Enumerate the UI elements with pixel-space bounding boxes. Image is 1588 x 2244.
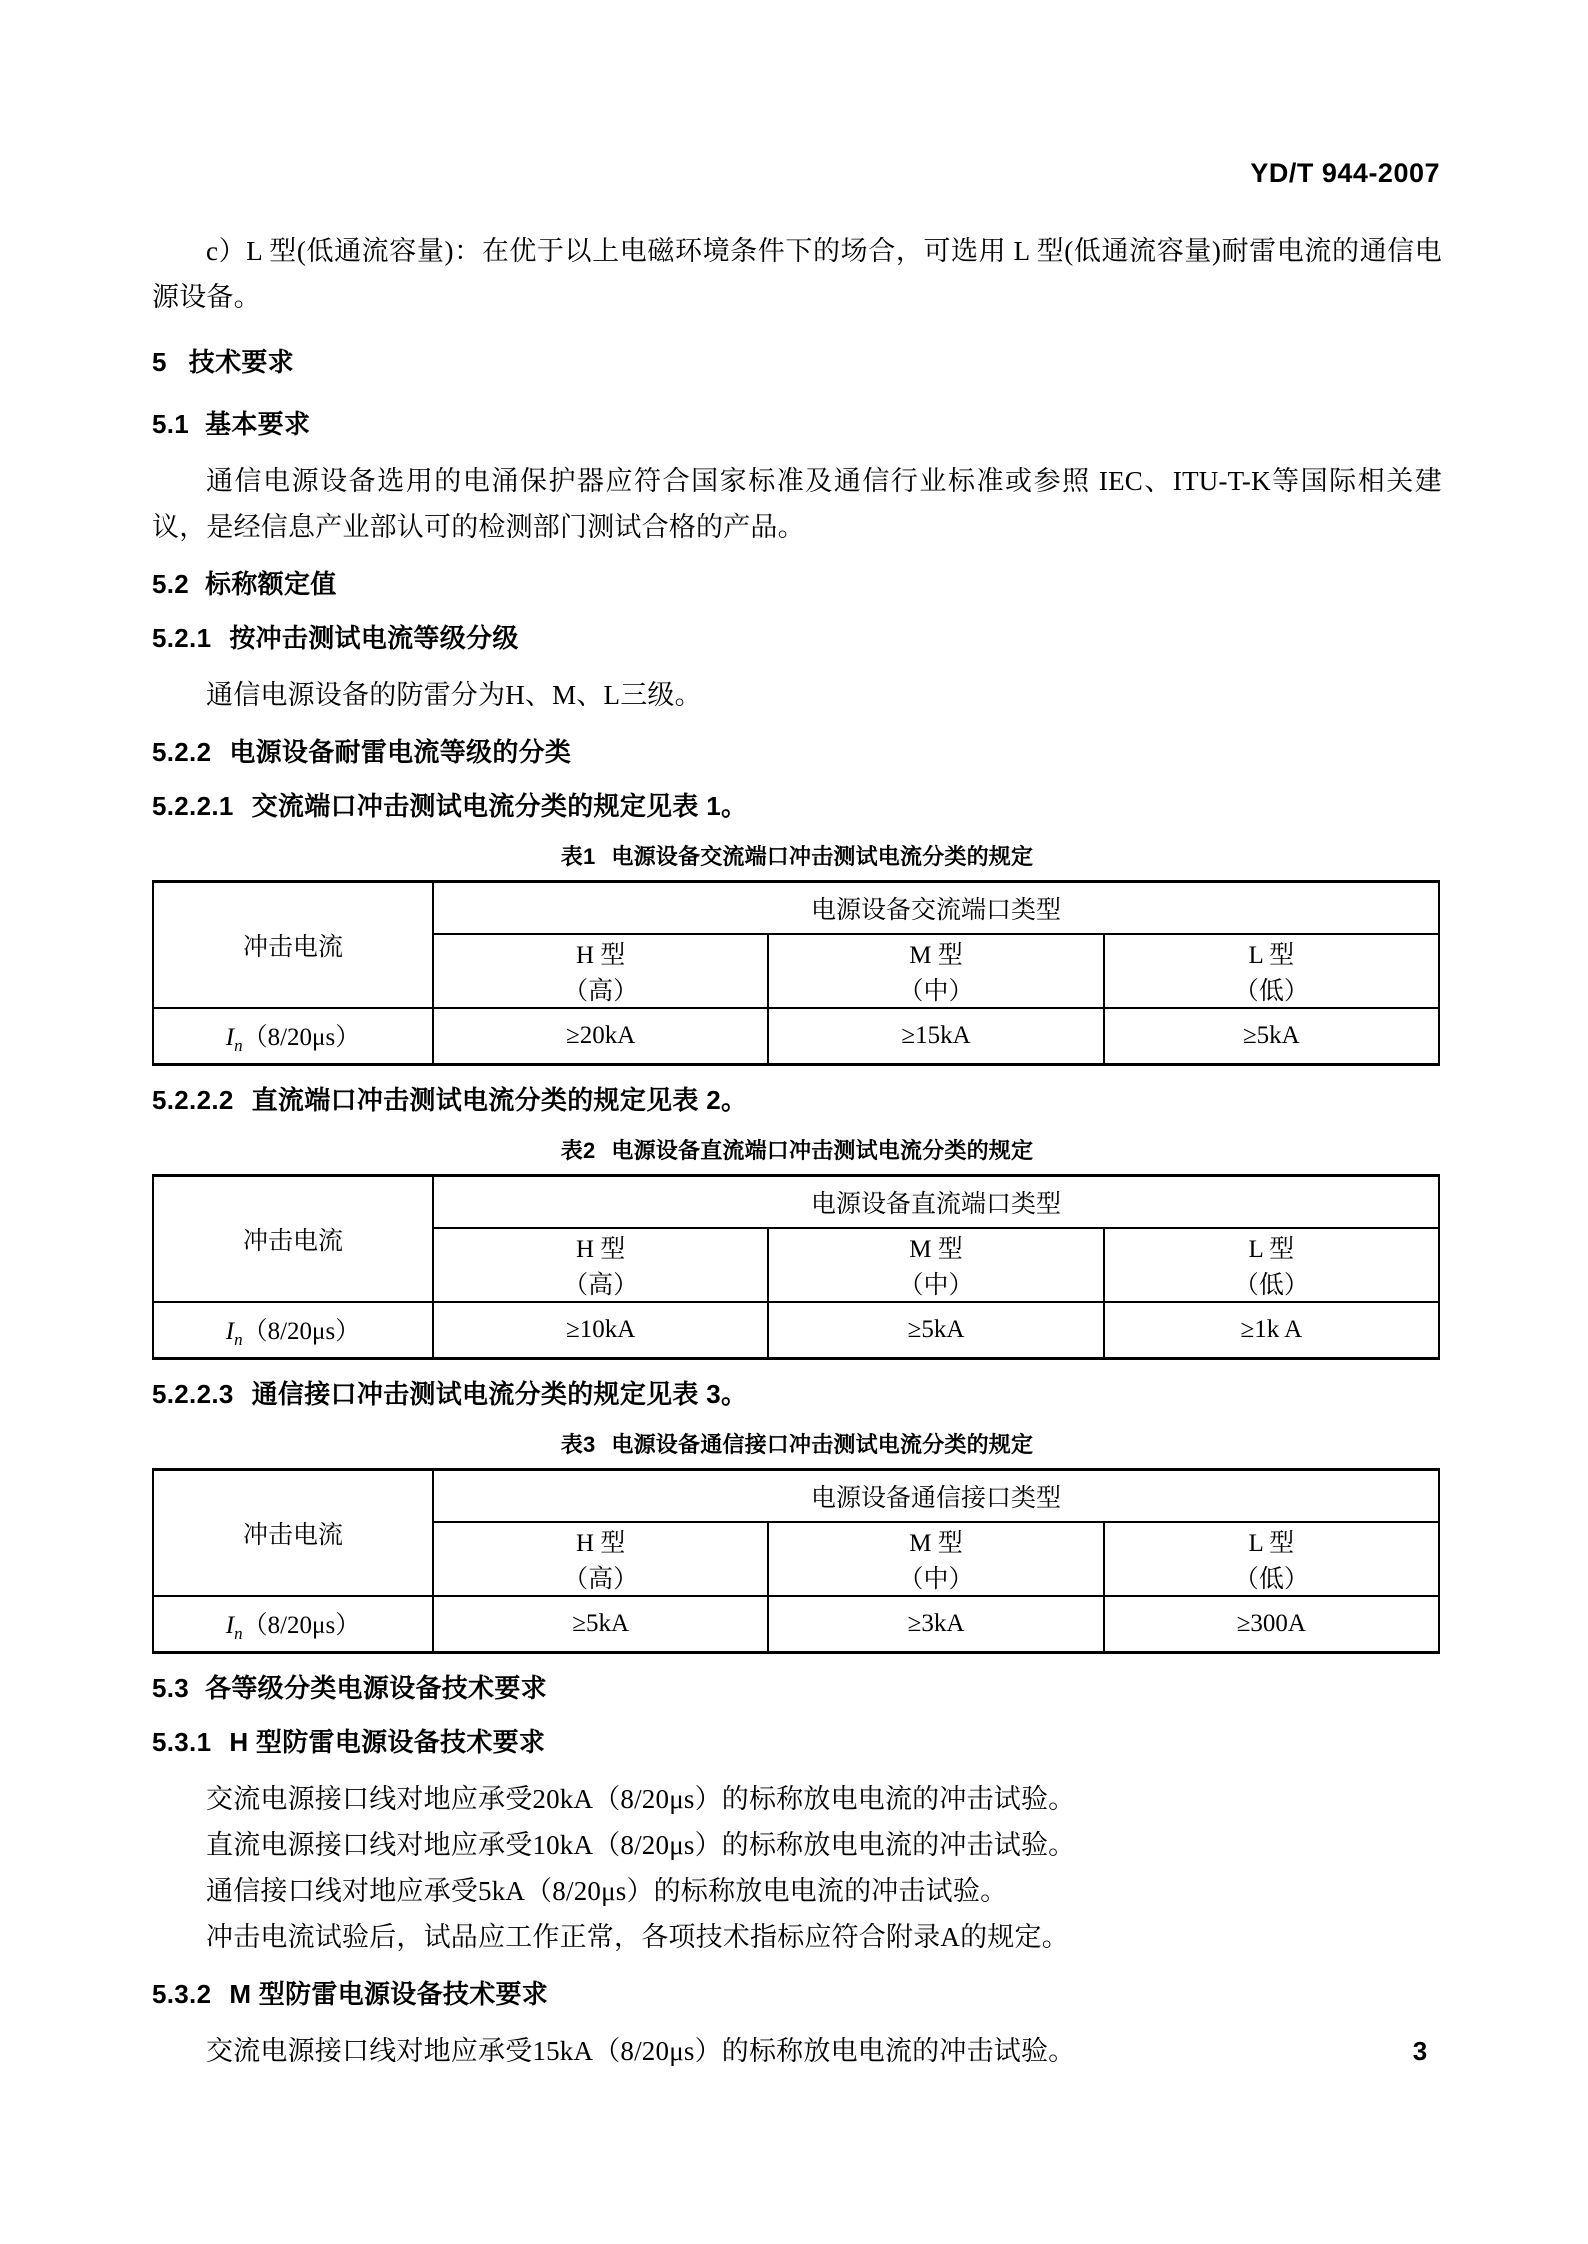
table-1-caption [152, 840, 1442, 874]
table-3-type-l [1104, 1522, 1439, 1596]
table-1 [152, 880, 1440, 1066]
page-header-standard-number: YD/T 944-2007 [1250, 158, 1440, 188]
table-3-value-h: ≥5kA [433, 1596, 768, 1653]
heading-5-1 [152, 404, 1442, 444]
table-1-type-m [768, 934, 1103, 1008]
table-3-type-m [768, 1522, 1103, 1596]
table-2 [152, 1174, 1440, 1360]
table-3-type-h-level: （高） [563, 1566, 639, 1593]
table-2-caption-number: 表2 [560, 1138, 596, 1163]
table-2-current-symbol-cell [153, 1302, 433, 1359]
table-1-type-l [1104, 934, 1439, 1008]
heading-5-2-2-2 [152, 1080, 1442, 1120]
table-2-caption-text: 电源设备直流端口冲击测试电流分类的规定 [611, 1138, 1034, 1163]
table-row [153, 882, 1439, 935]
table-3 [152, 1468, 1440, 1654]
table-row [153, 1596, 1439, 1653]
page-number: 3 [1412, 2036, 1428, 2066]
heading-5-2-2-2-number: 5.2.2.2 [152, 1085, 234, 1115]
table-1-value-l: ≥5kA [1104, 1008, 1439, 1065]
heading-5-1-text: 基本要求 [205, 409, 311, 439]
heading-5-2 [152, 564, 1442, 604]
table-2-value-l: ≥1k A [1104, 1302, 1439, 1359]
heading-5-2-2-1-number: 5.2.2.1 [152, 791, 234, 821]
table-3-current-waveform: （8/20μs） [242, 1611, 361, 1639]
heading-5-text: 技术要求 [188, 347, 294, 377]
table-1-caption-number: 表1 [560, 844, 596, 869]
table-2-row-label-header: 冲击电流 [153, 1176, 433, 1303]
heading-5-2-number: 5.2 [152, 569, 190, 599]
heading-5-2-2-3-number: 5.2.2.3 [152, 1379, 234, 1409]
heading-5-2-1-number: 5.2.1 [152, 623, 212, 653]
paragraph-5-3-1-dc: 直流电源接口线对地应承受10kA（8/20μs）的标称放电电流的冲击试验。 [206, 1830, 1076, 1860]
heading-5-2-2-3-text: 通信接口冲击测试电流分类的规定见表 3。 [251, 1379, 748, 1409]
table-3-value-l: ≥300A [1104, 1596, 1439, 1653]
heading-5-2-2-2-text: 直流端口冲击测试电流分类的规定见表 2。 [251, 1085, 748, 1115]
table-3-row-label-header: 冲击电流 [153, 1470, 433, 1597]
table-3-type-l-name: L 型 [1248, 1530, 1295, 1557]
table-1-type-h-level: （高） [563, 978, 639, 1005]
heading-5-2-2-1 [152, 786, 1442, 826]
table-2-type-m-level: （中） [898, 1272, 974, 1299]
heading-5 [152, 342, 1442, 382]
table-2-type-l-level: （低） [1233, 1272, 1309, 1299]
table-3-caption-number: 表3 [560, 1432, 596, 1457]
table-1-type-m-name: M 型 [909, 942, 963, 969]
paragraph-5-3-1-ac: 交流电源接口线对地应承受20kA（8/20μs）的标称放电电流的冲击试验。 [206, 1784, 1076, 1814]
table-3-current-symbol: $I_n$ [225, 1611, 243, 1643]
table-3-type-l-level: （低） [1233, 1566, 1309, 1593]
heading-5-2-1 [152, 618, 1442, 658]
table-1-value-h: ≥20kA [433, 1008, 768, 1065]
heading-5-3-2-number: 5.3.2 [152, 1979, 212, 2009]
table-1-group-header: 电源设备交流端口类型 [433, 882, 1439, 935]
page-content [152, 228, 1442, 2074]
heading-5-3-2 [152, 1974, 1442, 2014]
heading-5-1-number: 5.1 [152, 409, 190, 439]
paragraph-5-1-body: 通信电源设备选用的电涌保护器应符合国家标准及通信行业标准或参照 IEC、ITU-T-K等国际相关建议，是经信息产业部认可的检测部门测试合格的产品。 [152, 466, 1442, 542]
table-3-type-m-level: （中） [898, 1566, 974, 1593]
table-2-type-h-name: H 型 [576, 1236, 626, 1263]
heading-5-2-1-text: 按冲击测试电流等级分级 [229, 623, 519, 653]
heading-5-3 [152, 1668, 1442, 1708]
paragraph-5-2-1-body: 通信电源设备的防雷分为H、M、L三级。 [206, 680, 702, 710]
paragraph-5-3-1-comm: 通信接口线对地应承受5kA（8/20μs）的标称放电电流的冲击试验。 [206, 1876, 1008, 1906]
heading-5-3-2-text: M 型防雷电源设备技术要求 [229, 1979, 549, 2009]
table-2-type-h-level: （高） [563, 1272, 639, 1299]
table-3-type-m-name: M 型 [909, 1530, 963, 1557]
table-3-value-m: ≥3kA [768, 1596, 1103, 1653]
table-2-current-symbol: $I_n$ [225, 1317, 243, 1349]
table-row [153, 1302, 1439, 1359]
table-2-caption [152, 1134, 1442, 1168]
table-3-current-symbol-cell [153, 1596, 433, 1653]
table-1-type-h-name: H 型 [576, 942, 626, 969]
heading-5-3-1 [152, 1722, 1442, 1762]
table-1-current-waveform: （8/20μs） [242, 1023, 361, 1051]
table-2-type-l [1104, 1228, 1439, 1302]
heading-5-2-2-number: 5.2.2 [152, 737, 212, 767]
heading-5-2-2-3 [152, 1374, 1442, 1414]
table-row [153, 1470, 1439, 1523]
paragraph-5-3-1-after: 冲击电流试验后，试品应工作正常，各项技术指标应符合附录A的规定。 [206, 1922, 1069, 1952]
table-3-caption-text: 电源设备通信接口冲击测试电流分类的规定 [611, 1432, 1034, 1457]
paragraph-5-3-2-ac: 交流电源接口线对地应承受15kA（8/20μs）的标称放电电流的冲击试验。 [206, 2036, 1076, 2066]
table-2-group-header: 电源设备直流端口类型 [433, 1176, 1439, 1229]
heading-5-2-text: 标称额定值 [205, 569, 337, 599]
table-3-type-h [433, 1522, 768, 1596]
table-2-value-h: ≥10kA [433, 1302, 768, 1359]
heading-5-2-2-text: 电源设备耐雷电流等级的分类 [229, 737, 572, 767]
table-1-type-m-level: （中） [898, 978, 974, 1005]
table-2-type-h [433, 1228, 768, 1302]
table-3-type-h-name: H 型 [576, 1530, 626, 1557]
table-row [153, 1176, 1439, 1229]
table-3-caption [152, 1428, 1442, 1462]
table-2-type-m [768, 1228, 1103, 1302]
heading-5-2-2 [152, 732, 1442, 772]
table-1-type-l-level: （低） [1233, 978, 1309, 1005]
table-2-type-l-name: L 型 [1248, 1236, 1295, 1263]
table-1-current-symbol-cell [153, 1008, 433, 1065]
table-2-type-m-name: M 型 [909, 1236, 963, 1263]
table-3-group-header: 电源设备通信接口类型 [433, 1470, 1439, 1523]
table-1-value-m: ≥15kA [768, 1008, 1103, 1065]
table-row [153, 1008, 1439, 1065]
table-2-current-waveform: （8/20μs） [242, 1317, 361, 1345]
heading-5-3-number: 5.3 [152, 1673, 190, 1703]
table-1-caption-text: 电源设备交流端口冲击测试电流分类的规定 [611, 844, 1034, 869]
table-1-current-symbol: $I_n$ [225, 1023, 243, 1055]
heading-5-3-text: 各等级分类电源设备技术要求 [205, 1673, 547, 1703]
heading-5-number: 5 [152, 347, 167, 377]
heading-5-3-1-text: H 型防雷电源设备技术要求 [229, 1727, 546, 1757]
heading-5-3-1-number: 5.3.1 [152, 1727, 212, 1757]
paragraph-item-c: c）L 型(低通流容量)：在优于以上电磁环境条件下的场合，可选用 L 型(低通流容量)耐雷电流的通信电源设备。 [152, 236, 1442, 312]
table-1-row-label-header: 冲击电流 [153, 882, 433, 1009]
table-1-type-l-name: L 型 [1248, 942, 1295, 969]
heading-5-2-2-1-text: 交流端口冲击测试电流分类的规定见表 1。 [251, 791, 748, 821]
table-1-type-h [433, 934, 768, 1008]
table-2-value-m: ≥5kA [768, 1302, 1103, 1359]
